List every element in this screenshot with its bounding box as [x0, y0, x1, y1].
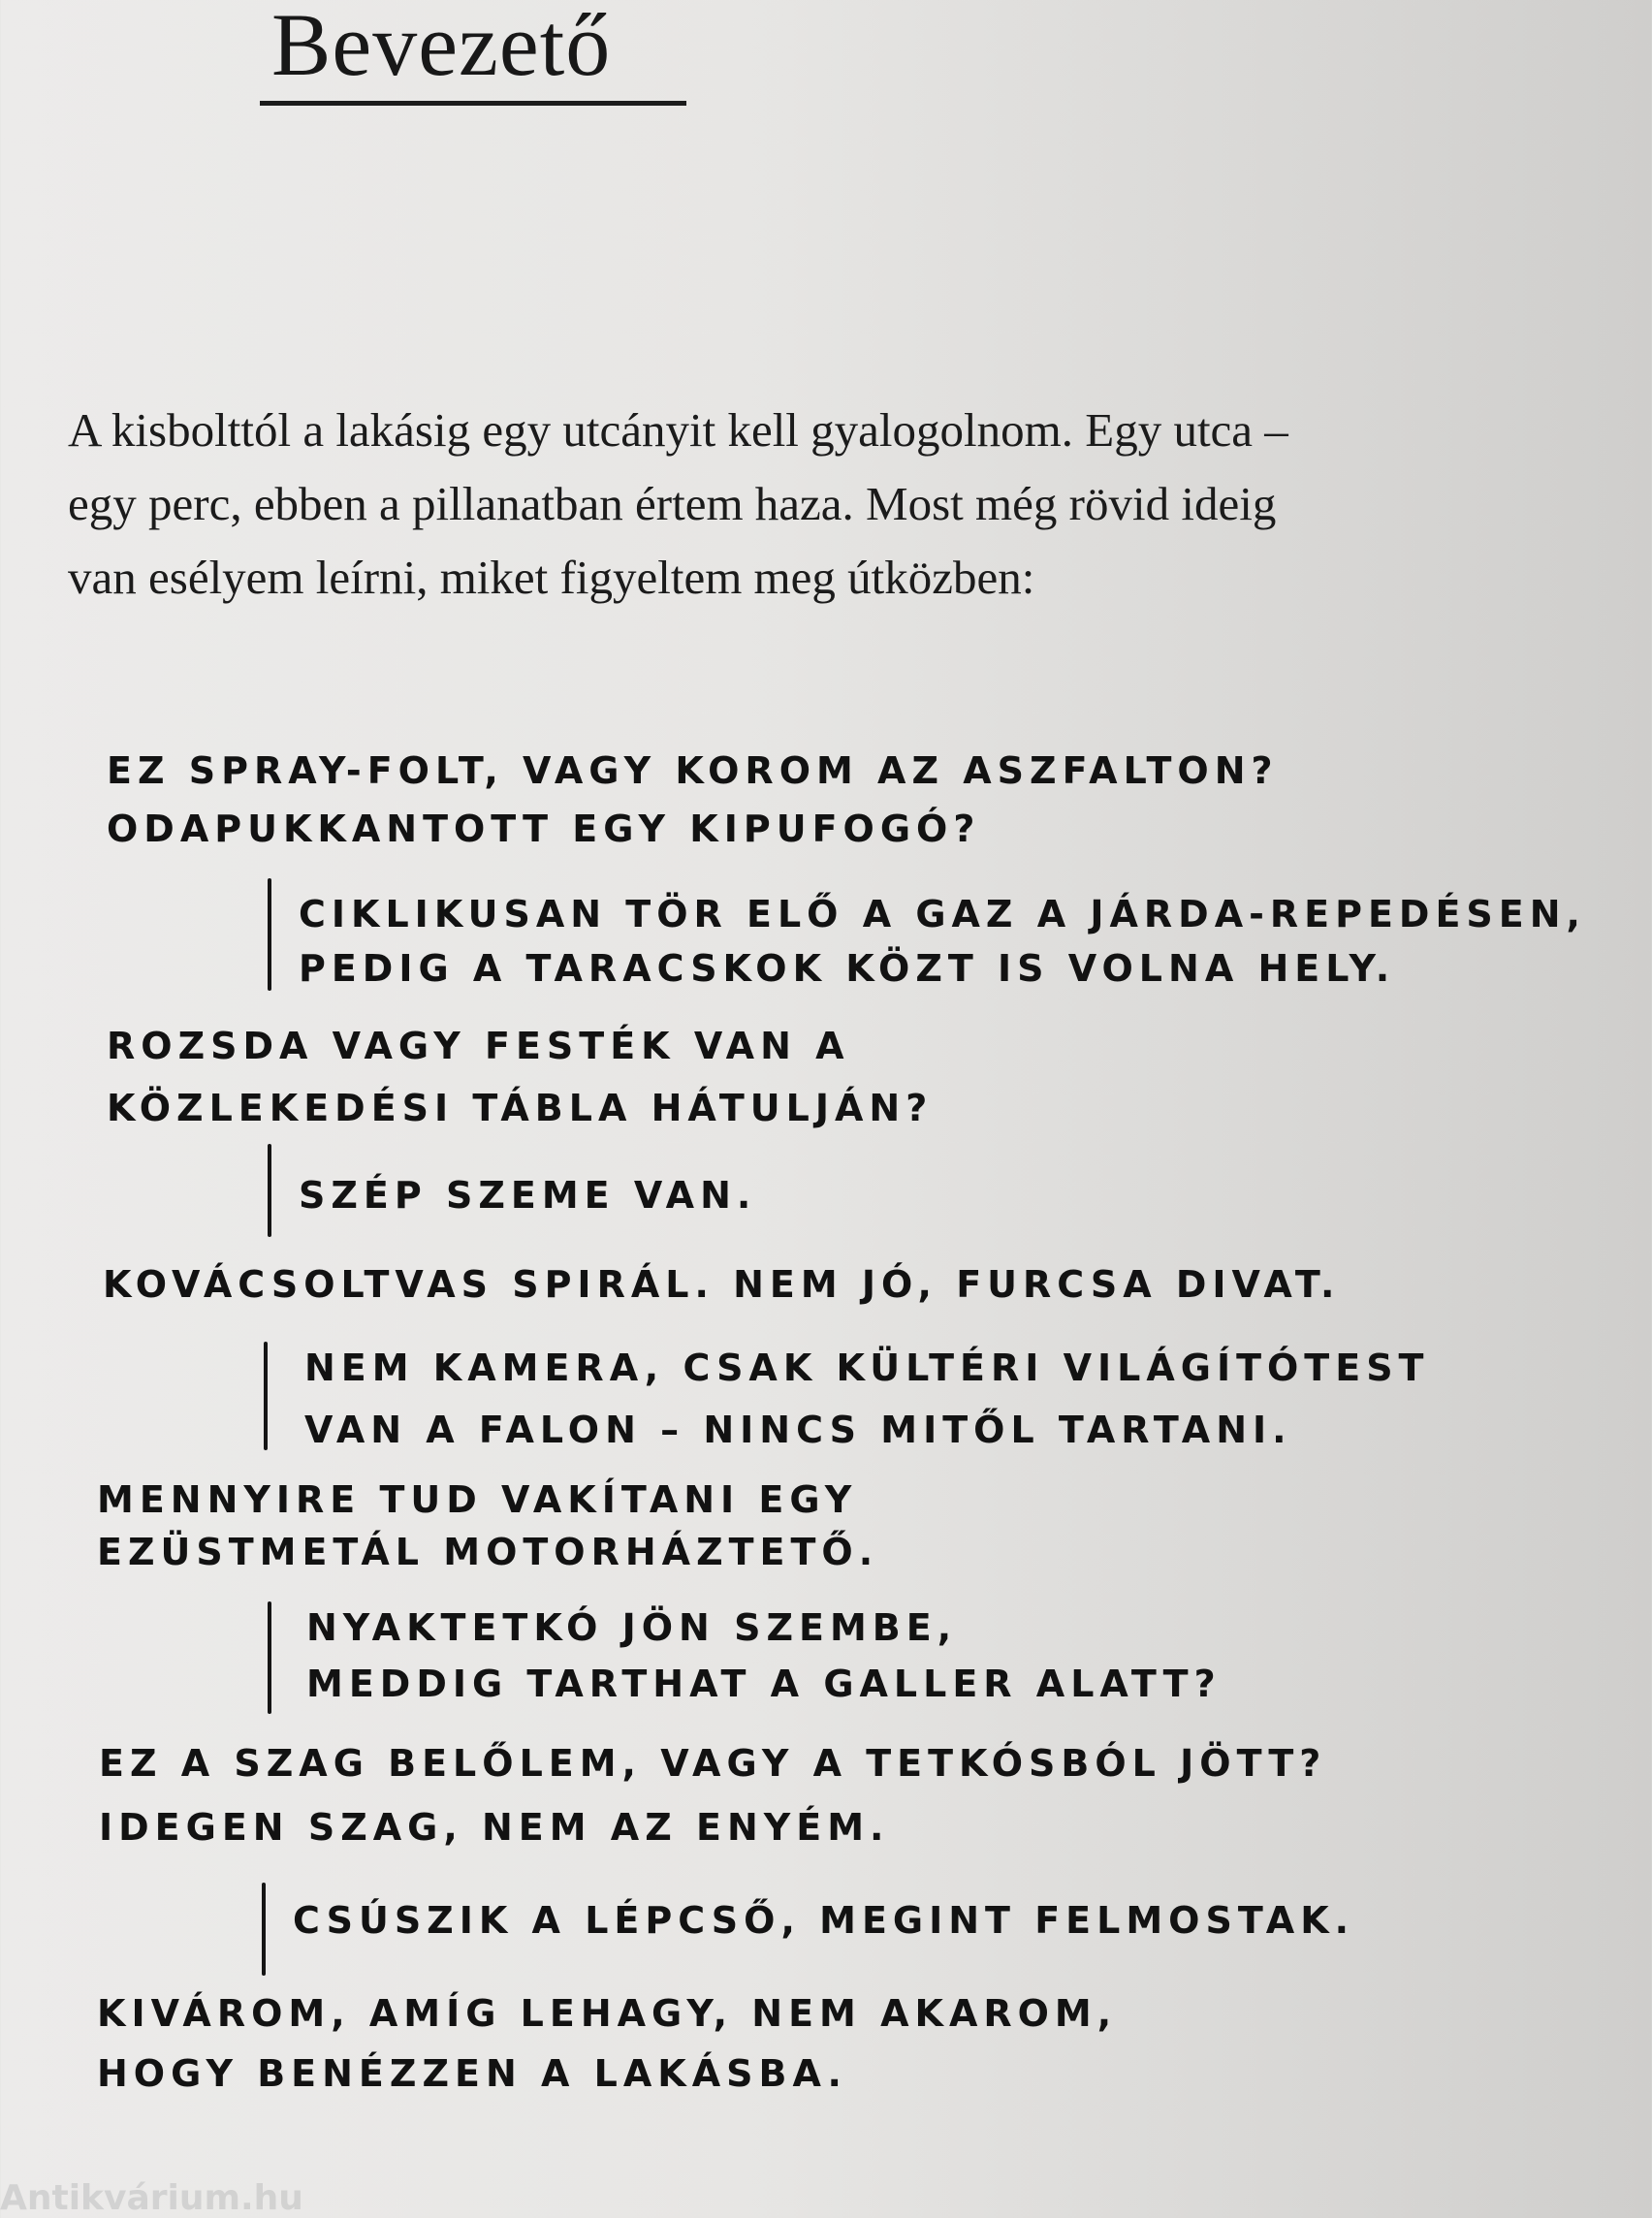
handwritten-line: CSÚSZIK A LÉPCSŐ, MEGINT FELMOSTAK. — [293, 1899, 1355, 1942]
handwritten-line: NEM KAMERA, CSAK KÜLTÉRI VILÁGÍTÓTEST — [304, 1347, 1430, 1389]
title-underline — [260, 101, 686, 106]
page-title: Bevezető — [271, 0, 612, 94]
show-through-text — [935, 107, 1652, 145]
indent-bar — [268, 878, 271, 991]
handwritten-line: KIVÁROM, AMÍG LEHAGY, NEM AKAROM, — [97, 1992, 1118, 2035]
handwritten-line: SZÉP SZEME VAN. — [299, 1174, 757, 1217]
handwritten-line: KÖZLEKEDÉSI TÁBLA HÁTULJÁN? — [107, 1087, 934, 1129]
intro-line: van esélyem leírni, miket figyeltem meg útközben: — [68, 551, 1035, 604]
indent-bar — [268, 1601, 271, 1714]
handwritten-line: EZÜSTMETÁL MOTORHÁZTETŐ. — [97, 1531, 879, 1573]
handwritten-line: VAN A FALON – NINCS MITŐL TARTANI. — [304, 1409, 1292, 1451]
indent-bar — [262, 1883, 266, 1976]
indent-bar — [268, 1144, 271, 1237]
handwritten-line: NYAKTETKÓ JÖN SZEMBE, — [306, 1606, 958, 1649]
intro-line: egy perc, ebben a pillanatban értem haza. Most még rövid ideig — [68, 477, 1277, 530]
indent-bar — [264, 1342, 268, 1450]
handwritten-line: EZ A SZAG BELŐLEM, VAGY A TETKÓSBÓL JÖTT? — [99, 1742, 1327, 1785]
handwritten-line: HOGY BENÉZZEN A LAKÁSBA. — [97, 2052, 847, 2095]
handwritten-line: IDEGEN SZAG, NEM AZ ENYÉM. — [99, 1806, 890, 1849]
watermark: Antikvárium.hu — [0, 2178, 303, 2218]
handwritten-line: KOVÁCSOLTVAS SPIRÁL. NEM JÓ, FURCSA DIVAT. — [103, 1263, 1341, 1306]
handwritten-line: ODAPUKKANTOTT EGY KIPUFOGÓ? — [107, 808, 981, 850]
handwritten-line: PEDIG A TARACSKOK KÖZT IS VOLNA HELY. — [299, 947, 1396, 990]
intro-line: A kisbolttól a lakásig egy utcányit kell gyalogolnom. Egy utca – — [68, 403, 1288, 457]
handwritten-line: ROZSDA VAGY FESTÉK VAN A — [107, 1025, 850, 1067]
handwritten-line: MENNYIRE TUD VAKÍTANI EGY — [97, 1478, 858, 1521]
handwritten-line: CIKLIKUSAN TÖR ELŐ A GAZ A JÁRDA-REPEDÉSEN, — [299, 893, 1586, 935]
handwritten-line: MEDDIG TARTHAT A GALLER ALATT? — [306, 1663, 1222, 1705]
handwritten-line: EZ SPRAY-FOLT, VAGY KOROM AZ ASZFALTON? — [107, 749, 1279, 792]
intro-paragraph — [68, 394, 1638, 615]
